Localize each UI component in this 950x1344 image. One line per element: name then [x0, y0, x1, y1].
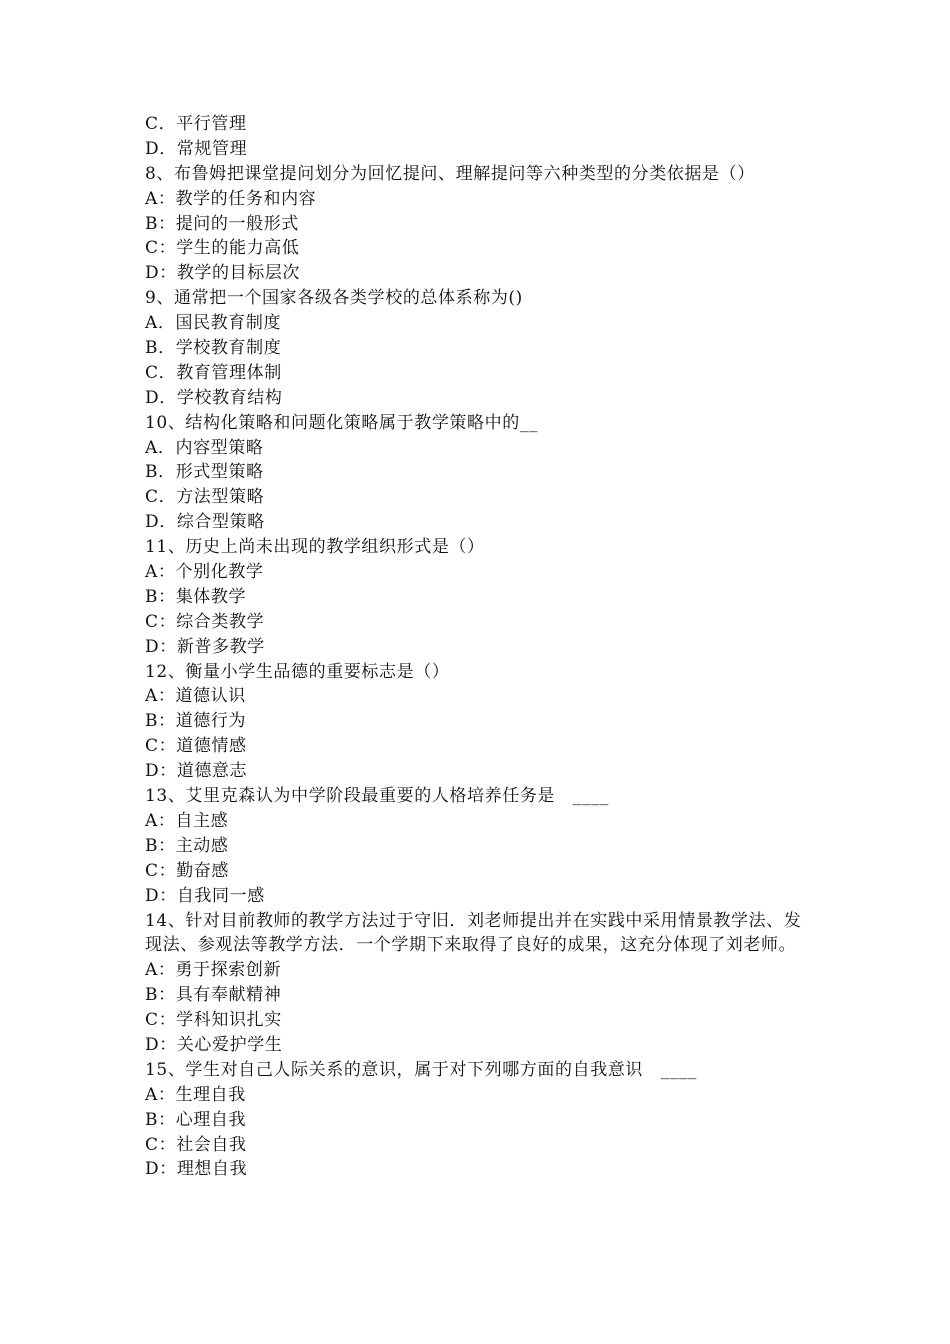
option-b: B．学校教育制度: [145, 338, 282, 359]
question-11: 11、历史上尚未出现的教学组织形式是（）: [145, 537, 485, 558]
option-b: B：道德行为: [145, 711, 247, 732]
option-c: C：学科知识扎实: [145, 1010, 282, 1031]
option-d: D：自我同一感: [145, 885, 265, 906]
option-b: B：主动感: [145, 835, 229, 856]
question-8: 8、布鲁姆把课堂提问划分为回忆提问、理解提问等六种类型的分类依据是（）: [145, 163, 755, 184]
question-12: 12、衡量小学生品德的重要标志是（）: [145, 661, 450, 682]
document-page: [145, 112, 825, 1182]
option-d: D．常规管理: [145, 138, 248, 159]
option-d: D：理想自我: [145, 1159, 248, 1180]
option-a: A：个别化教学: [145, 562, 264, 583]
question-10: 10、结构化策略和问题化策略属于教学策略中的__: [145, 412, 539, 433]
option-c: C：勤奋感: [145, 860, 230, 881]
question-15: 15、学生对自己人际关系的意识，属于对下列哪方面的自我意识 ____: [145, 1059, 698, 1080]
option-c: C：综合类教学: [145, 611, 265, 632]
option-c: C．教育管理体制: [145, 362, 282, 383]
option-d: D．学校教育结构: [145, 387, 283, 408]
option-a: A．国民教育制度: [145, 313, 282, 334]
question-9: 9、通常把一个国家各级各类学校的总体系称为(): [145, 288, 523, 309]
option-a: A：教学的任务和内容: [145, 188, 317, 209]
option-a: A．内容型策略: [145, 437, 264, 458]
option-a: A：自主感: [145, 810, 229, 831]
option-c: C：道德情感: [145, 736, 247, 757]
question-13: 13、艾里克森认为中学阶段最重要的人格培养任务是 ____: [145, 786, 610, 807]
option-b: B：具有奉献精神: [145, 985, 282, 1006]
option-b: B．形式型策略: [145, 462, 264, 483]
option-d: D：道德意志: [145, 761, 248, 782]
option-b: B：心理自我: [145, 1109, 247, 1130]
option-a: A：生理自我: [145, 1084, 246, 1105]
option-d: D：教学的目标层次: [145, 263, 301, 284]
option-c: C：学生的能力高低: [145, 238, 300, 259]
option-b: B：提问的一般形式: [145, 213, 299, 234]
question-14: 14、针对目前教师的教学方法过于守旧．刘老师提出并在实践中采用情景教学法、发现法、参观法等教学方法．一个学期下来取得了良好的成果，这充分体现了刘老师。: [145, 910, 802, 956]
option-d: D：新普多教学: [145, 636, 265, 657]
option-b: B：集体教学: [145, 586, 247, 607]
option-c: C：社会自我: [145, 1134, 247, 1155]
option-c: C．平行管理: [145, 114, 247, 134]
option-a: A：勇于探索创新: [145, 960, 282, 981]
option-c: C．方法型策略: [145, 487, 265, 508]
option-d: D：关心爱护学生: [145, 1034, 283, 1055]
option-a: A：道德认识: [145, 686, 246, 707]
option-d: D．综合型策略: [145, 512, 265, 533]
